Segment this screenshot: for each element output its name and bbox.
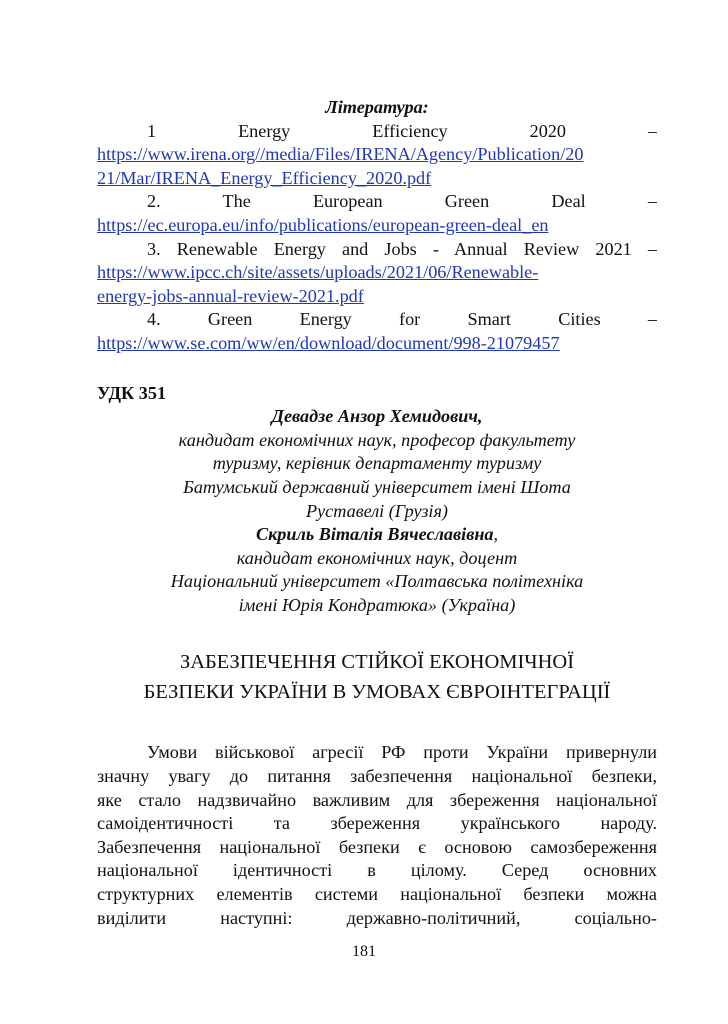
body-line: значну увагу до питання забезпечення національної безпеки, [97, 766, 657, 787]
author-1-affiliation-line: Батумський державний університет імені Шота [183, 476, 571, 497]
reference-4-lead: 4. Green Energy for Smart Cities – [147, 309, 657, 330]
author-2-affiliation-line: імені Юрія Кондратюка» (Україна) [238, 594, 516, 615]
article-title: ЗАБЕЗПЕЧЕННЯ СТІЙКОЇ ЕКОНОМІЧНОЇ БЕЗПЕКИ УКРАЇНИ В УМОВАХ ЄВРОІНТЕГРАЦІЇ [143, 651, 611, 704]
reference-1-lead: 1 Energy Efficiency 2020 – [147, 120, 657, 141]
body-line: яке стало надзвичайно важливим для збереження національної [97, 789, 657, 810]
reference-1-link-line-1[interactable]: https://www.irena.org//media/Files/IRENA/Agency/Publication/20 [97, 144, 584, 165]
body-line: самоідентичності та збереження українського народу. [97, 813, 657, 834]
reference-3-link-line-2[interactable]: energy-jobs-annual-review-2021.pdf [97, 285, 364, 306]
authors-block [97, 405, 657, 617]
author-1-name: Девадзе Анзор Хемидович, [271, 406, 483, 427]
reference-4-link[interactable]: https://www.se.com/ww/en/download/document/998-21079457 [97, 332, 560, 353]
author-2-affiliation-line: кандидат економічних наук, доцент [236, 547, 518, 568]
reference-entry-1 [97, 120, 657, 191]
reference-2-link[interactable]: https://ec.europa.eu/info/publications/european-green-deal_en [97, 214, 549, 235]
reference-entry-4 [97, 308, 657, 355]
author-2-name: Скриль Віталія Вячеславівна [255, 524, 494, 545]
author-2-affiliation-line: Національний університет «Полтавська політехніка [170, 571, 584, 592]
body-line: Умови військової агресії РФ проти України привернули [147, 742, 657, 763]
reference-3-lead: 3. Renewable Energy and Jobs - Annual Review 2021 – [147, 238, 657, 259]
body-line: Забезпечення національної безпеки є основою самозбереження [97, 836, 657, 857]
author-1-affiliation-line: кандидат економічних наук, професор факультету [178, 429, 576, 450]
author-1-affiliation-line: Руставелі (Грузія) [306, 500, 448, 521]
reference-entry-3 [97, 238, 657, 309]
article-body [97, 741, 657, 930]
body-line: виділити наступні: державно-політичний, соціально- [97, 907, 657, 928]
body-line: національної ідентичності в цілому. Серед основних [97, 860, 657, 881]
author-2-name-line: Скриль Віталія Вячеславівна, [255, 524, 499, 545]
literature-heading: Література: [325, 97, 429, 117]
author-1-affiliation-line: туризму, керівник департаменту туризму [212, 453, 542, 474]
reference-1-link-line-2[interactable]: 21/Mar/IRENA_Energy_Efficiency_2020.pdf [97, 167, 432, 188]
udk-code: УДК 351 [97, 382, 167, 403]
reference-2-lead: 2. The European Green Deal – [147, 191, 657, 212]
body-line: структурних елементів системи національної безпеки можна [97, 884, 657, 905]
page-number: 181 [352, 943, 376, 960]
reference-3-link-line-1[interactable]: https://www.ipcc.ch/site/assets/uploads/2021/06/Renewable- [97, 262, 539, 283]
reference-entry-2 [97, 190, 657, 237]
document-page [97, 96, 657, 930]
